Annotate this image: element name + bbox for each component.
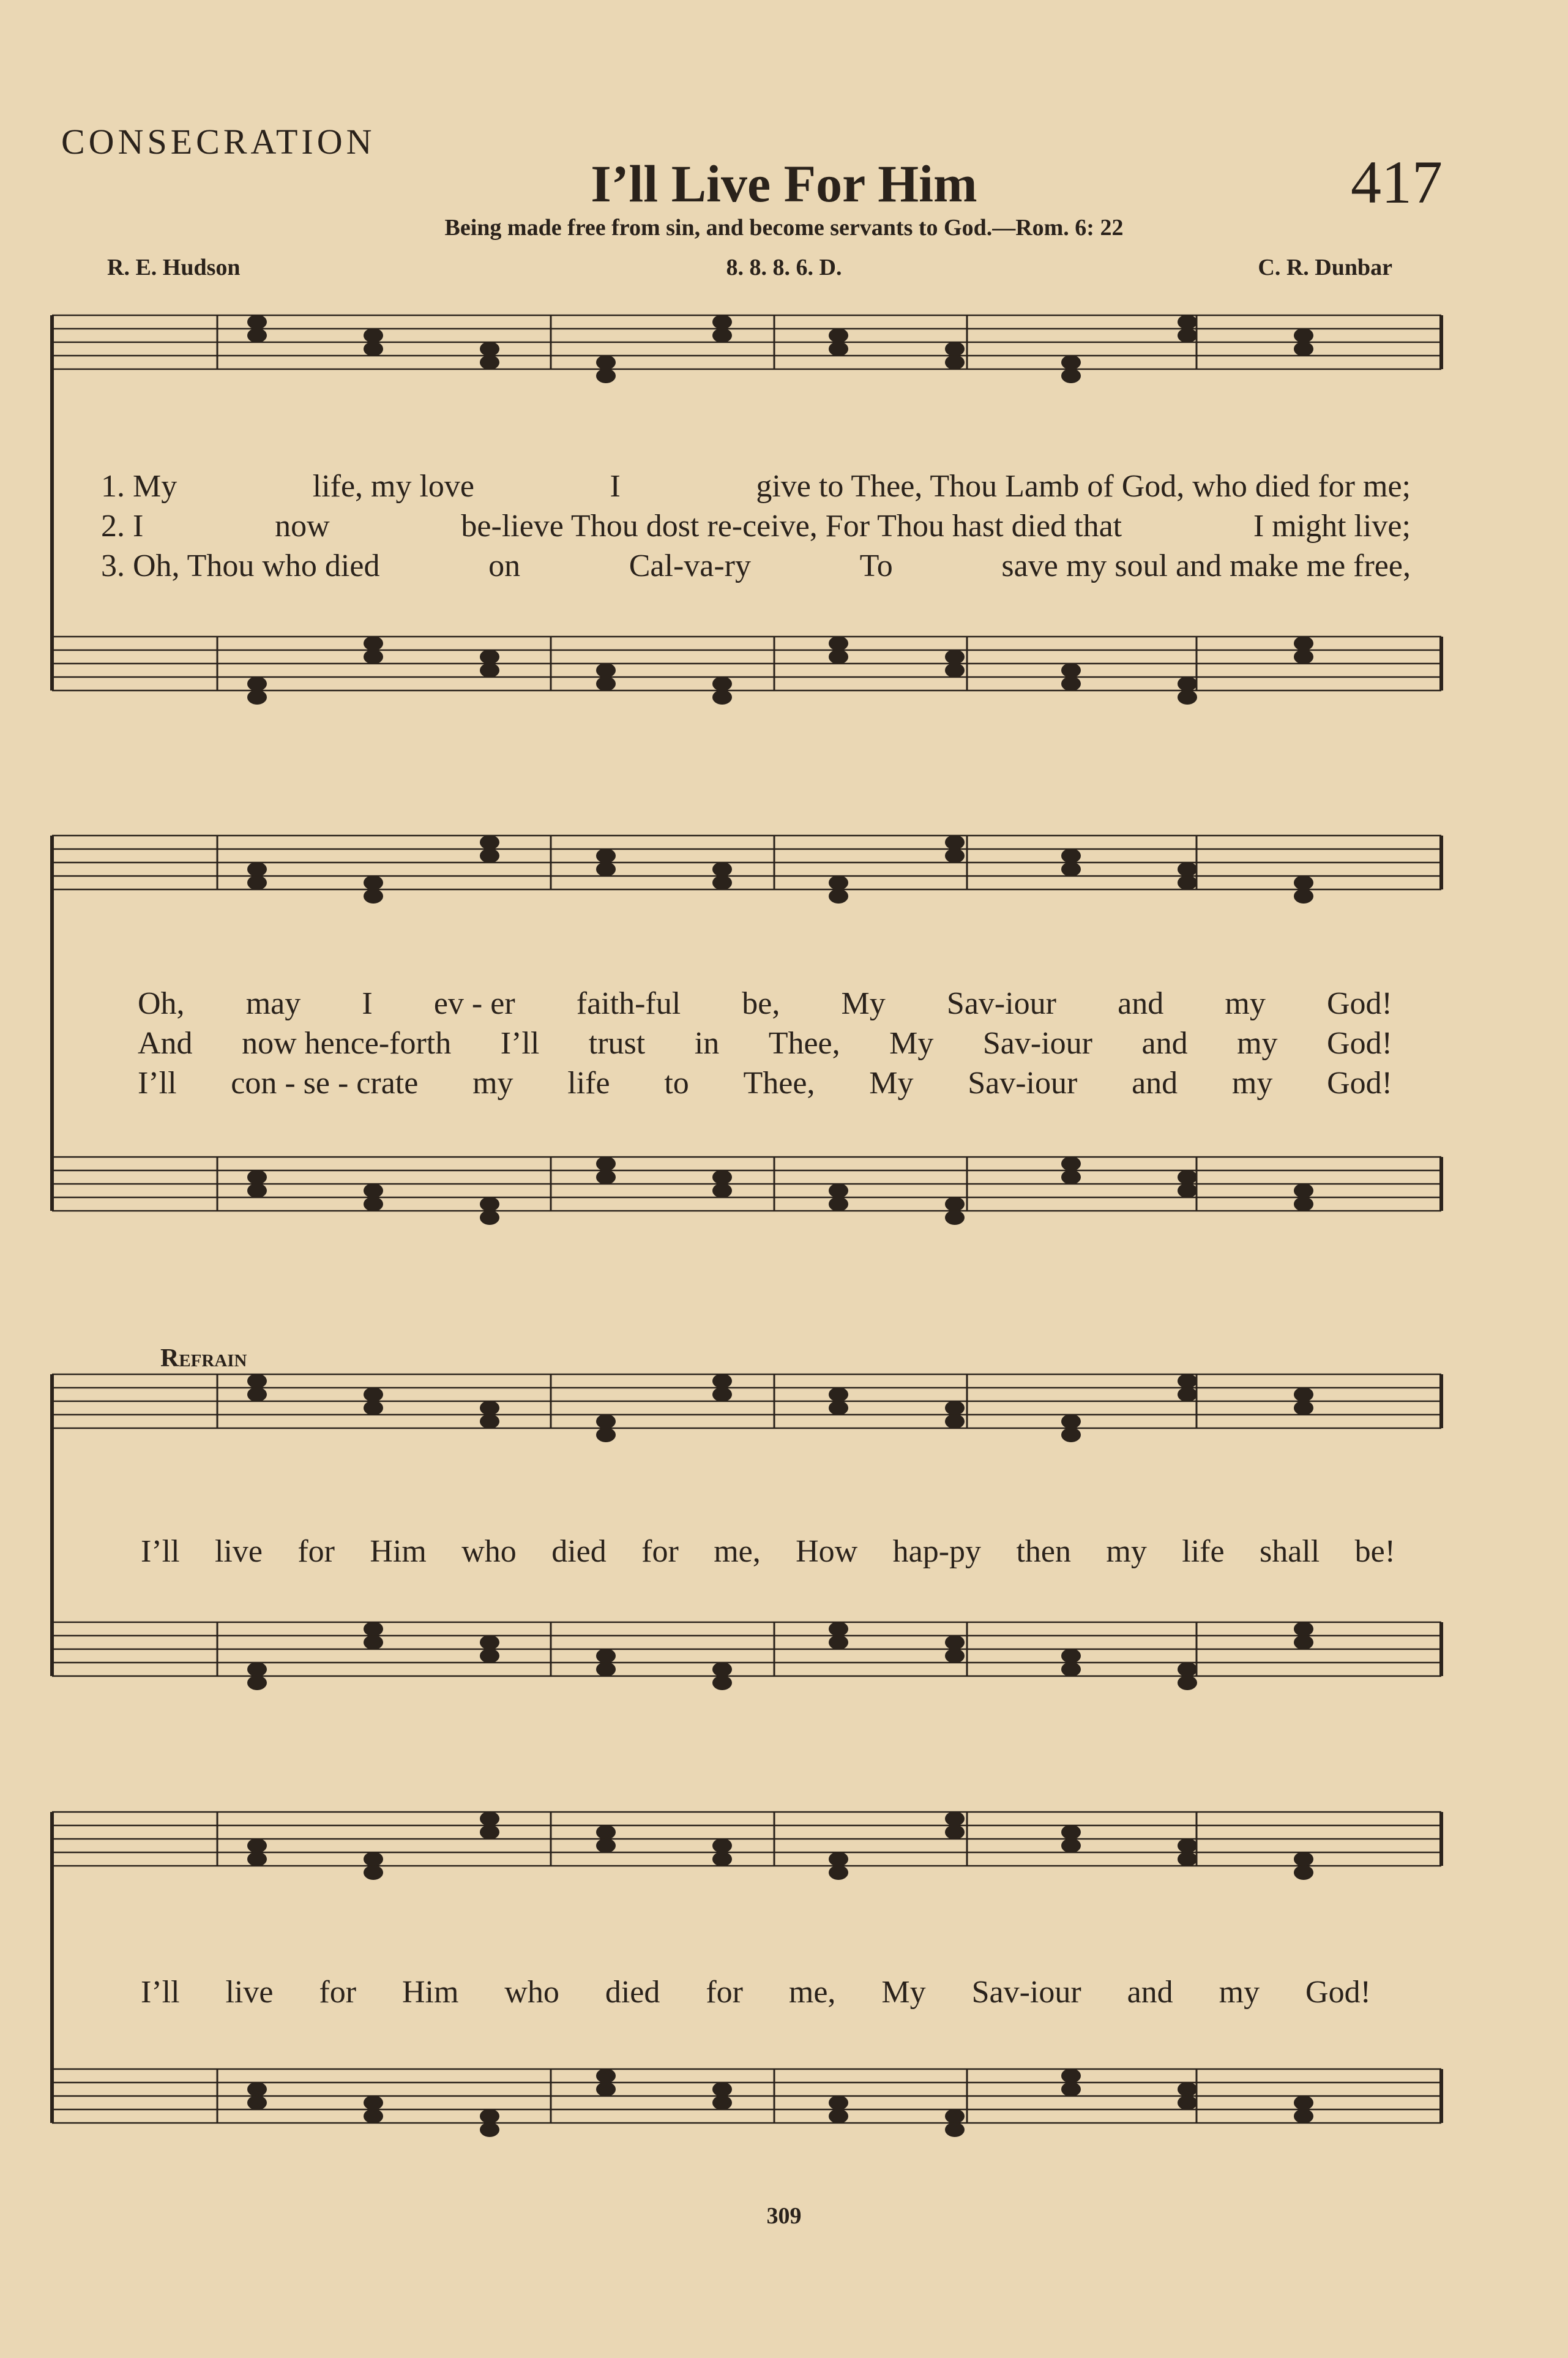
lyric-word: To <box>859 548 893 583</box>
lyricist: R. E. Hudson <box>107 255 241 280</box>
section-heading: CONSECRATION <box>61 122 376 162</box>
lyric-word: save my soul and make me free, <box>1001 548 1411 583</box>
scripture-reference: Being made free from sin, and become servants to God.—Rom. 6: 22 <box>444 215 1124 241</box>
composer: C. R. Dunbar <box>1258 255 1392 280</box>
lyric-word: I might live; <box>1253 509 1411 544</box>
refrain-line-1: I’ll live for Him who died for me, How hap-py then my life shall be! <box>141 1534 1395 1569</box>
lyric-word: on <box>488 548 521 583</box>
verse-line-2 <box>101 508 1411 544</box>
lyric-word: Cal-va-ry <box>629 548 751 583</box>
refrain-line-2: I’ll live for Him who died for me, My Sav-iour and my God! <box>141 1975 1371 2010</box>
lyric-word: now <box>275 509 330 544</box>
page-number: 309 <box>766 2203 802 2229</box>
refrain-label: Refrain <box>160 1344 247 1372</box>
hymn-title: I’ll Live For Him <box>591 154 977 213</box>
hymn-number: 417 <box>1351 148 1443 216</box>
lyric-word: life, my love <box>312 469 475 504</box>
verse-line-4: Oh, may I ev - er faith-ful be, My Sav-iour and my God! <box>138 986 1392 1021</box>
verse-line-3 <box>101 548 1411 584</box>
lyric-word: give to Thee, Thou Lamb of God, who died for me; <box>756 469 1411 504</box>
verse-line-6: I’ll con - se - crate my life to Thee, My Sav-iour and my God! <box>138 1066 1392 1101</box>
lyric-word: 2. I <box>101 509 144 544</box>
meter: 8. 8. 8. 6. D. <box>726 255 842 280</box>
lyric-word: 3. Oh, Thou who died <box>101 548 380 583</box>
lyric-word: 1. My <box>101 469 177 504</box>
verse-line-5: And now hence-forth I’ll trust in Thee, My Sav-iour and my God! <box>138 1026 1392 1061</box>
lyric-word: be-lieve Thou dost re-ceive, For Thou hast died that <box>461 509 1122 544</box>
lyric-word: I <box>610 469 621 504</box>
verse-line-1 <box>101 468 1411 504</box>
